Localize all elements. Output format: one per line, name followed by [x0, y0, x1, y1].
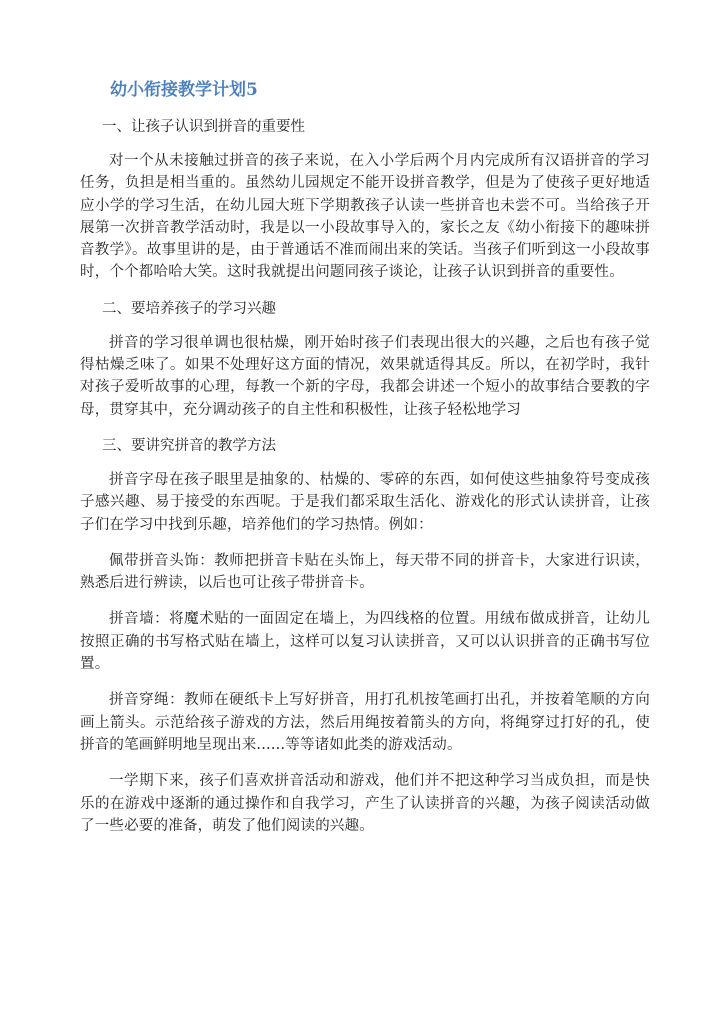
section-1-paragraph-1: 对一个从未接触过拼音的孩子来说，在入小学后两个月内完成所有汉语拼音的学习任务，负担是相当重的。虽然幼儿园规定不能开设拼音教学，但是为了使孩子更好地适应小学的学习生活，在幼儿园大班下学期教孩子认读一些拼音也未尝不可。当给孩子开展第一次拼音教学活动时，我是以一小段故事导入的，家长之友《幼小衔接下的趣味拼音教学》。故事里讲的是，由于普通话不准而闹出来的笑话。当孩子们听到这一小段故事时，个个都哈哈大笑。这时我就提出问题同孩子谈论，让孩子认识到拼音的重要性。 — [80, 153, 650, 281]
document-title: 幼小衔接教学计划5 — [110, 80, 258, 100]
section-heading-1: 一、让孩子认识到拼音的重要性 — [102, 119, 305, 135]
section-3-paragraph-1: 拼音字母在孩子眼里是抽象的、枯燥的、零碎的东西，如何使这些抽象符号变成孩子感兴趣、易于接受的东西呢。于是我们都采取生活化、游戏化的形式认读拼音，让孩子们在学习中找到乐趣，培养他们的学习热情。例如： — [80, 471, 650, 533]
section-3-paragraph-3: 拼音墙：将魔术贴的一面固定在墙上，为四线格的位置。用绒布做成拼音，让幼儿按照正确的书写格式贴在墙上，这样可以复习认读拼音，又可以认识拼音的正确书写位置。 — [80, 611, 650, 673]
section-heading-2: 二、要培养孩子的学习兴趣 — [102, 300, 276, 317]
section-2-paragraph-1: 拼音的学习很单调也很枯燥，刚开始时孩子们表现出很大的兴趣，之后也有孩子觉得枯燥乏味了。如果不处理好这方面的情况，效果就适得其反。所以，在初学时，我针对孩子爱听故事的心理，每教一个新的字母，我都会讲述一个短小的故事结合要教的字母，贯穿其中，充分调动孩子的自主性和积极性，让孩子轻松地学习 — [80, 334, 650, 418]
document-body — [80, 78, 650, 851]
section-3-paragraph-4: 拼音穿绳：教师在硬纸卡上写好拼音，用打孔机按笔画打出孔，并按着笔顺的方向画上箭头。示范给孩子游戏的方法，然后用绳按着箭头的方向，将绳穿过打好的孔，使拼音的笔画鲜明地呈现出来......等等诸如此类的游戏活动。 — [80, 692, 650, 753]
section-3-paragraph-2: 佩带拼音头饰：教师把拼音卡贴在头饰上，每天带不同的拼音卡，大家进行识读，熟悉后进行辨读，以后也可让孩子带拼音卡。 — [80, 552, 650, 592]
section-heading-3: 三、要讲究拼音的教学方法 — [102, 437, 276, 454]
section-3-paragraph-5: 一学期下来，孩子们喜欢拼音活动和游戏，他们并不把这种学习当成负担，而是快乐的在游戏中逐渐的通过操作和自我学习，产生了认读拼音的兴趣，为孩子阅读活动做了一些必要的准备，萌发了他们阅读的兴趣。 — [80, 773, 650, 834]
